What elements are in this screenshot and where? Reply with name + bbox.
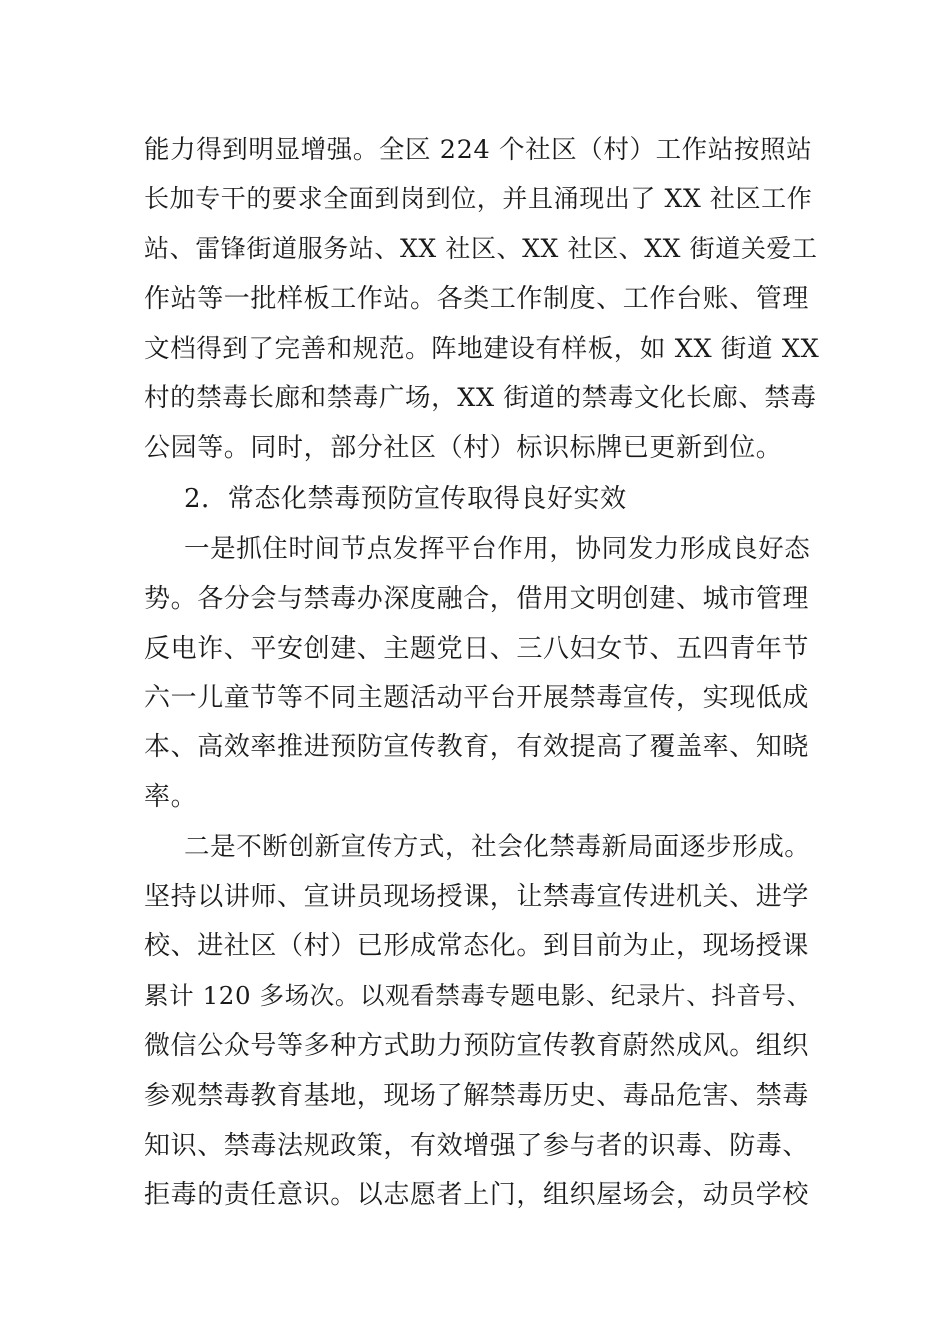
paragraph-line: 校、进社区（村）已形成常态化。到目前为止，现场授课: [144, 931, 810, 961]
paragraph-line: 知识、禁毒法规政策，有效增强了参与者的识毒、防毒、: [144, 1131, 810, 1161]
paragraph-line: 村的禁毒长廊和禁毒广场，XX 街道的禁毒文化长廊、禁毒: [144, 383, 817, 413]
paragraph-line: 率。: [144, 782, 198, 812]
paragraph-line: 本、高效率推进预防宣传教育，有效提高了覆盖率、知晓: [144, 732, 810, 762]
paragraph-line: 参观禁毒教育基地，现场了解禁毒历史、毒品危害、禁毒: [144, 1081, 810, 1111]
paragraph-line: 拒毒的责任意识。以志愿者上门，组织屋场会，动员学校: [144, 1180, 810, 1210]
paragraph-line: 能力得到明显增强。全区 224 个社区（村）工作站按照站: [144, 135, 813, 165]
paragraph-line: 作站等一批样板工作站。各类工作制度、工作台账、管理: [144, 284, 810, 314]
paragraph-line: 坚持以讲师、宣讲员现场授课，让禁毒宣传进机关、进学: [144, 882, 810, 912]
paragraph-line: 二是不断创新宣传方式，社会化禁毒新局面逐步形成。: [184, 832, 811, 862]
paragraph-line: 公园等。同时，部分社区（村）标识标牌已更新到位。: [144, 433, 783, 463]
paragraph-line: 长加专干的要求全面到岗到位，并且涌现出了 XX 社区工作: [144, 184, 813, 213]
section-heading: 2．常态化禁毒预防宣传取得良好实效: [184, 484, 627, 514]
paragraph-line: 势。各分会与禁毒办深度融合，借用文明创建、城市管理: [144, 584, 810, 614]
paragraph-line: 站、雷锋街道服务站、XX 社区、XX 社区、XX 街道关爱工: [144, 234, 818, 263]
paragraph-line: 六一儿童节等不同主题活动平台开展禁毒宣传，实现低成: [144, 683, 810, 713]
paragraph-line: 累计 120 多场次。以观看禁毒专题电影、纪录片、抖音号、: [144, 981, 812, 1010]
paragraph-line: 微信公众号等多种方式助力预防宣传教育蔚然成风。组织: [144, 1031, 810, 1061]
paragraph-line: 一是抓住时间节点发挥平台作用，协同发力形成良好态: [184, 534, 811, 564]
paragraph-line: 文档得到了完善和规范。阵地建设有样板，如 XX 街道 XX: [144, 334, 820, 364]
paragraph-line: 反电诈、平安创建、主题党日、三八妇女节、五四青年节: [144, 634, 810, 664]
